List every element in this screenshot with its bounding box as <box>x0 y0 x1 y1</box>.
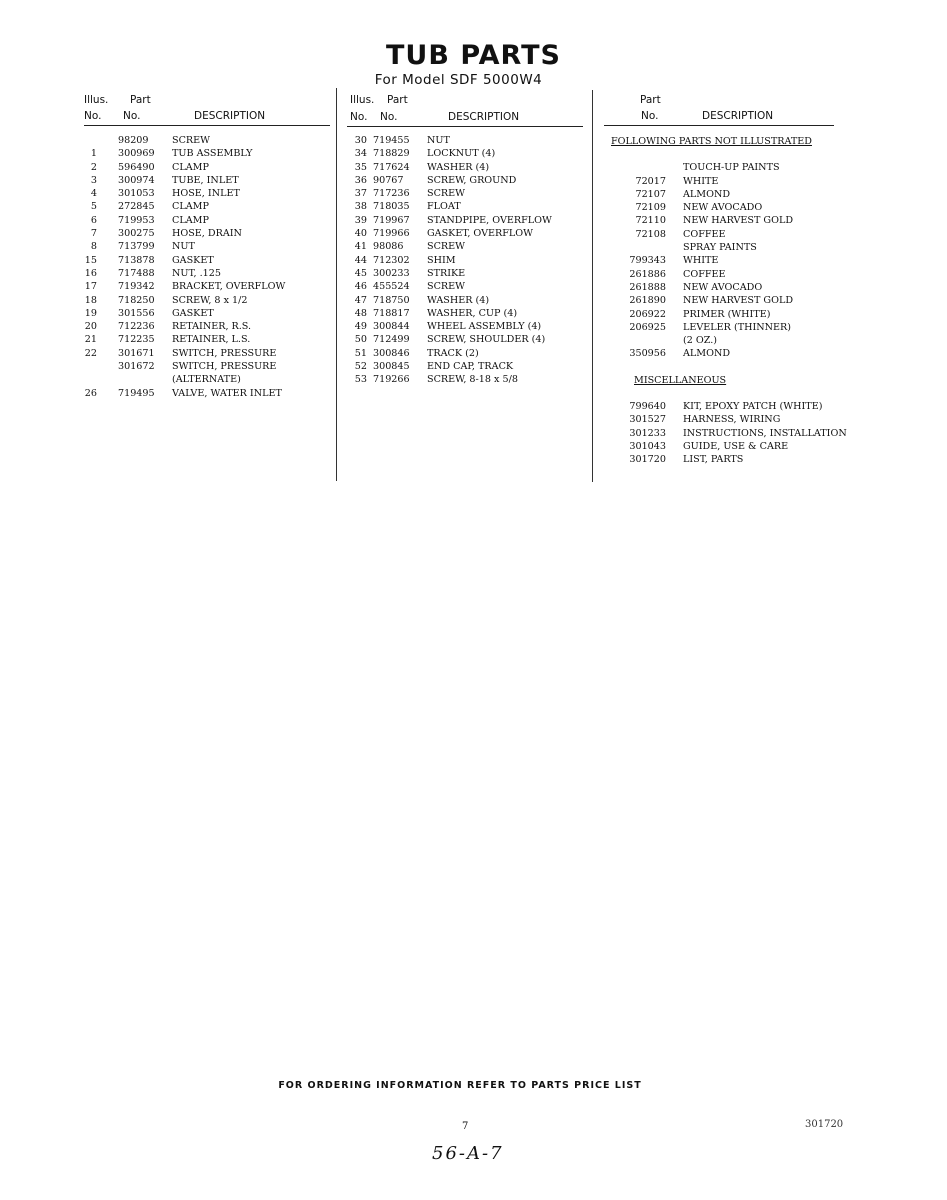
part-description: SCREW <box>427 241 466 253</box>
table-row <box>347 228 583 241</box>
table-row <box>84 215 330 228</box>
misc-list <box>610 401 854 467</box>
spray-heading: SPRAY PAINTS <box>683 242 757 254</box>
part-description: ALMOND <box>683 188 731 200</box>
part-description: WASHER (4) <box>427 294 490 306</box>
part-header: Part <box>130 94 151 106</box>
part-description: ALMOND <box>683 348 731 360</box>
touchup-list <box>610 176 854 242</box>
illus-number: 17 <box>84 281 97 293</box>
part-number: 301043 <box>629 440 666 452</box>
part-description: KIT, EPOXY PATCH (WHITE) <box>683 401 823 413</box>
table-row <box>347 321 583 334</box>
page-title: TUB PARTS <box>386 40 561 71</box>
part-description: GUIDE, USE & CARE <box>683 440 789 452</box>
part-description: GASKET <box>172 307 214 319</box>
table-row <box>610 229 854 242</box>
illus-number: 16 <box>84 267 97 279</box>
illus-number: 46 <box>354 281 367 293</box>
column-header <box>610 92 854 126</box>
part-description: WHITE <box>683 175 719 187</box>
part-number: 718035 <box>373 201 410 213</box>
table-row <box>347 215 583 228</box>
part-number: 713878 <box>118 254 155 266</box>
part-description: COFFEE <box>683 228 726 240</box>
part-number: 799343 <box>629 255 666 267</box>
column-header <box>84 92 330 126</box>
illus-no-header: No. <box>84 110 102 122</box>
part-number: 206925 <box>629 321 666 333</box>
table-row <box>84 148 330 161</box>
illus-number: 49 <box>354 321 367 333</box>
part-number: 301556 <box>118 307 155 319</box>
table-row <box>347 201 583 214</box>
part-number: 300846 <box>373 347 410 359</box>
table-row <box>84 348 330 361</box>
part-description: NEW AVOCADO <box>683 202 763 214</box>
part-number: 301527 <box>629 414 666 426</box>
header-rule <box>604 125 834 126</box>
part-description: HARNESS, WIRING <box>683 414 781 426</box>
part-description: SCREW, 8 x 1/2 <box>172 294 248 306</box>
part-description: (2 OZ.) <box>683 335 718 347</box>
illus-number: 39 <box>354 214 367 226</box>
parts-list <box>347 135 583 388</box>
ordering-note: FOR ORDERING INFORMATION REFER TO PARTS PRICE LIST <box>278 1080 642 1091</box>
part-description: COFFEE <box>683 268 726 280</box>
table-row <box>610 348 854 361</box>
table-row <box>347 175 583 188</box>
part-number: 300974 <box>118 174 155 186</box>
part-description: INSTRUCTIONS, INSTALLATION <box>683 427 847 439</box>
part-description: RETAINER, L.S. <box>172 334 251 346</box>
illus-number: 19 <box>84 307 97 319</box>
illus-number: 5 <box>90 201 97 213</box>
table-row <box>610 322 854 335</box>
part-number: 261886 <box>629 268 666 280</box>
part-number: 718750 <box>373 294 410 306</box>
table-row <box>610 309 854 322</box>
table-row <box>347 334 583 347</box>
spray-list <box>610 255 854 361</box>
column-header <box>347 92 583 126</box>
table-row <box>84 201 330 214</box>
part-number: 72107 <box>635 188 666 200</box>
illus-number: 1 <box>90 148 97 160</box>
part-description: TRACK (2) <box>427 347 479 359</box>
part-description: GASKET <box>172 254 214 266</box>
part-number: 261888 <box>629 281 666 293</box>
part-number: 718829 <box>373 148 410 160</box>
table-row <box>84 175 330 188</box>
illus-number: 34 <box>354 148 367 160</box>
part-number: 301053 <box>118 188 155 200</box>
table-row <box>347 255 583 268</box>
part-number: 72017 <box>635 175 666 187</box>
part-no-header: No. <box>380 111 398 123</box>
illus-number: 36 <box>354 174 367 186</box>
part-description: TUB ASSEMBLY <box>172 148 253 160</box>
part-description: WHITE <box>683 255 719 267</box>
table-row <box>347 268 583 281</box>
illus-number: 6 <box>90 214 97 226</box>
part-number: 713799 <box>118 241 155 253</box>
illus-number: 41 <box>354 241 367 253</box>
part-description: SCREW, SHOULDER (4) <box>427 334 546 346</box>
part-description: SCREW <box>427 281 466 293</box>
illus-number: 2 <box>90 161 97 173</box>
part-number: 272845 <box>118 201 155 213</box>
illus-number: 37 <box>354 188 367 200</box>
parts-column-1 <box>84 92 330 401</box>
part-description: LOCKNUT (4) <box>427 148 496 160</box>
parts-column-2 <box>347 92 583 388</box>
handwritten-note: 56-A-7 <box>432 1143 504 1164</box>
part-description: STANDPIPE, OVERFLOW <box>427 214 552 226</box>
table-row <box>610 189 854 202</box>
part-number: 712236 <box>118 321 155 333</box>
table-row <box>84 334 330 347</box>
part-description: TUBE, INLET <box>172 174 239 186</box>
table-row <box>610 335 854 348</box>
part-number: 72109 <box>635 202 666 214</box>
illus-no-header: No. <box>350 111 368 123</box>
part-description: SWITCH, PRESSURE <box>172 361 277 373</box>
table-row <box>610 441 854 454</box>
table-row <box>610 215 854 228</box>
part-description: WASHER (4) <box>427 161 490 173</box>
table-row <box>610 282 854 295</box>
illus-number: 35 <box>354 161 367 173</box>
part-description: SCREW, 8-18 x 5/8 <box>427 374 518 386</box>
illus-number: 3 <box>90 174 97 186</box>
illus-number: 30 <box>354 135 367 146</box>
part-no-header: No. <box>641 110 659 122</box>
illus-number: 51 <box>354 347 367 359</box>
part-header: Part <box>387 94 408 106</box>
part-number: 98209 <box>118 135 149 146</box>
part-number: 719967 <box>373 214 410 226</box>
part-description: NEW AVOCADO <box>683 281 763 293</box>
part-no-header: No. <box>123 110 141 122</box>
part-description: PRIMER (WHITE) <box>683 308 771 320</box>
table-row <box>84 308 330 321</box>
table-row <box>347 308 583 321</box>
illus-number: 26 <box>84 387 97 399</box>
part-description: BRACKET, OVERFLOW <box>172 281 286 293</box>
part-number: 350956 <box>629 348 666 360</box>
table-row <box>610 401 854 414</box>
table-row <box>84 255 330 268</box>
part-number: 98086 <box>373 241 404 253</box>
part-number: 719342 <box>118 281 155 293</box>
part-number: 717488 <box>118 267 155 279</box>
part-number: 300844 <box>373 321 410 333</box>
illus-number: 22 <box>84 347 97 359</box>
part-number: 712235 <box>118 334 155 346</box>
table-row <box>347 295 583 308</box>
illus-number: 53 <box>354 374 367 386</box>
part-description: SHIM <box>427 254 456 266</box>
part-description: CLAMP <box>172 201 209 213</box>
part-number: 718817 <box>373 307 410 319</box>
part-description: (ALTERNATE) <box>172 374 241 386</box>
table-row <box>347 188 583 201</box>
illus-number: 18 <box>84 294 97 306</box>
parts-list <box>84 135 330 401</box>
part-description: HOSE, INLET <box>172 188 240 200</box>
page-number: 7 <box>462 1121 469 1132</box>
illus-number: 20 <box>84 321 97 333</box>
part-description: HOSE, DRAIN <box>172 228 242 240</box>
part-number: 712302 <box>373 254 410 266</box>
table-row <box>84 268 330 281</box>
part-number: 717624 <box>373 161 410 173</box>
part-description: STRIKE <box>427 267 466 279</box>
table-row <box>347 162 583 175</box>
table-row <box>610 454 854 467</box>
part-number: 719266 <box>373 374 410 386</box>
part-number: 90767 <box>373 174 404 186</box>
table-row <box>347 348 583 361</box>
part-description: SCREW <box>427 188 466 200</box>
part-description: NUT <box>427 135 450 146</box>
part-description: NEW HARVEST GOLD <box>683 215 794 227</box>
part-number: 718250 <box>118 294 155 306</box>
table-row <box>347 281 583 294</box>
part-description: GASKET, OVERFLOW <box>427 228 534 240</box>
part-number: 300845 <box>373 361 410 373</box>
illus-number: 52 <box>354 361 367 373</box>
part-number: 300275 <box>118 228 155 240</box>
part-number: 719455 <box>373 135 410 146</box>
touchup-heading: TOUCH-UP PAINTS <box>683 162 780 174</box>
table-row <box>610 176 854 189</box>
not-illustrated-heading: FOLLOWING PARTS NOT ILLUSTRATED <box>611 136 812 147</box>
part-description: NUT, .125 <box>172 267 221 279</box>
illus-number: 47 <box>354 294 367 306</box>
part-number: 596490 <box>118 161 155 173</box>
illus-number: 48 <box>354 307 367 319</box>
table-row <box>347 361 583 374</box>
illus-number: 45 <box>354 267 367 279</box>
illus-number: 50 <box>354 334 367 346</box>
table-row <box>84 135 330 148</box>
table-row <box>84 388 330 401</box>
table-row <box>84 295 330 308</box>
part-description: WASHER, CUP (4) <box>427 307 518 319</box>
table-row <box>347 135 583 148</box>
part-number: 301671 <box>118 347 155 359</box>
part-description: LEVELER (THINNER) <box>683 321 792 333</box>
table-row <box>84 228 330 241</box>
illus-number: 44 <box>354 254 367 266</box>
part-number: 719495 <box>118 387 155 399</box>
column-divider <box>336 88 337 481</box>
part-number: 261890 <box>629 295 666 307</box>
parts-column-3 <box>610 92 854 468</box>
description-header: DESCRIPTION <box>448 111 520 123</box>
part-number: 72110 <box>635 215 666 227</box>
description-header: DESCRIPTION <box>702 110 774 122</box>
part-number: 719966 <box>373 228 410 240</box>
table-row <box>610 269 854 282</box>
table-row <box>347 374 583 387</box>
table-row <box>610 414 854 427</box>
header-rule <box>84 125 330 126</box>
document-number: 301720 <box>805 1119 844 1130</box>
part-description: CLAMP <box>172 161 209 173</box>
table-row <box>84 281 330 294</box>
illus-number: 4 <box>90 188 97 200</box>
part-description: NEW HARVEST GOLD <box>683 295 794 307</box>
table-row <box>84 321 330 334</box>
part-number: 799640 <box>629 401 666 413</box>
part-description: RETAINER, R.S. <box>172 321 252 333</box>
part-description: SCREW, GROUND <box>427 174 517 186</box>
part-number: 301233 <box>629 427 666 439</box>
part-description: CLAMP <box>172 214 209 226</box>
illus-header: Illus. <box>84 94 109 106</box>
table-row <box>84 374 330 387</box>
illus-header: Illus. <box>350 94 375 106</box>
table-row <box>347 241 583 254</box>
illus-number: 38 <box>354 201 367 213</box>
table-row <box>610 202 854 215</box>
table-row <box>347 148 583 161</box>
part-description: VALVE, WATER INLET <box>172 387 282 399</box>
table-row <box>610 295 854 308</box>
table-row <box>84 162 330 175</box>
description-header: DESCRIPTION <box>194 110 266 122</box>
model-subtitle: For Model SDF 5000W4 <box>374 72 543 88</box>
illus-number: 21 <box>84 334 97 346</box>
part-description: FLOAT <box>427 201 461 213</box>
part-number: 300969 <box>118 148 155 160</box>
part-number: 717236 <box>373 188 410 200</box>
part-number: 455524 <box>373 281 410 293</box>
part-number: 301672 <box>118 361 155 373</box>
illus-number: 7 <box>90 228 97 240</box>
table-row <box>84 241 330 254</box>
part-description: NUT <box>172 241 195 253</box>
part-number: 300233 <box>373 267 410 279</box>
part-description: SWITCH, PRESSURE <box>172 347 277 359</box>
header-rule <box>347 126 583 127</box>
part-header: Part <box>640 94 661 106</box>
part-number: 712499 <box>373 334 410 346</box>
part-description: END CAP, TRACK <box>427 361 514 373</box>
part-number: 72108 <box>635 228 666 240</box>
table-row <box>84 188 330 201</box>
part-number: 301720 <box>629 454 666 466</box>
part-description: WHEEL ASSEMBLY (4) <box>427 321 542 333</box>
column-divider <box>592 90 593 482</box>
part-description: SCREW <box>172 135 211 146</box>
illus-number: 40 <box>354 228 367 240</box>
misc-heading: MISCELLANEOUS <box>634 374 727 386</box>
illus-number: 8 <box>90 241 97 253</box>
part-number: 719953 <box>118 214 155 226</box>
illus-number: 15 <box>84 254 97 266</box>
table-row <box>610 255 854 268</box>
part-number: 206922 <box>629 308 666 320</box>
table-row <box>84 361 330 374</box>
part-description: LIST, PARTS <box>683 454 744 466</box>
table-row <box>610 428 854 441</box>
